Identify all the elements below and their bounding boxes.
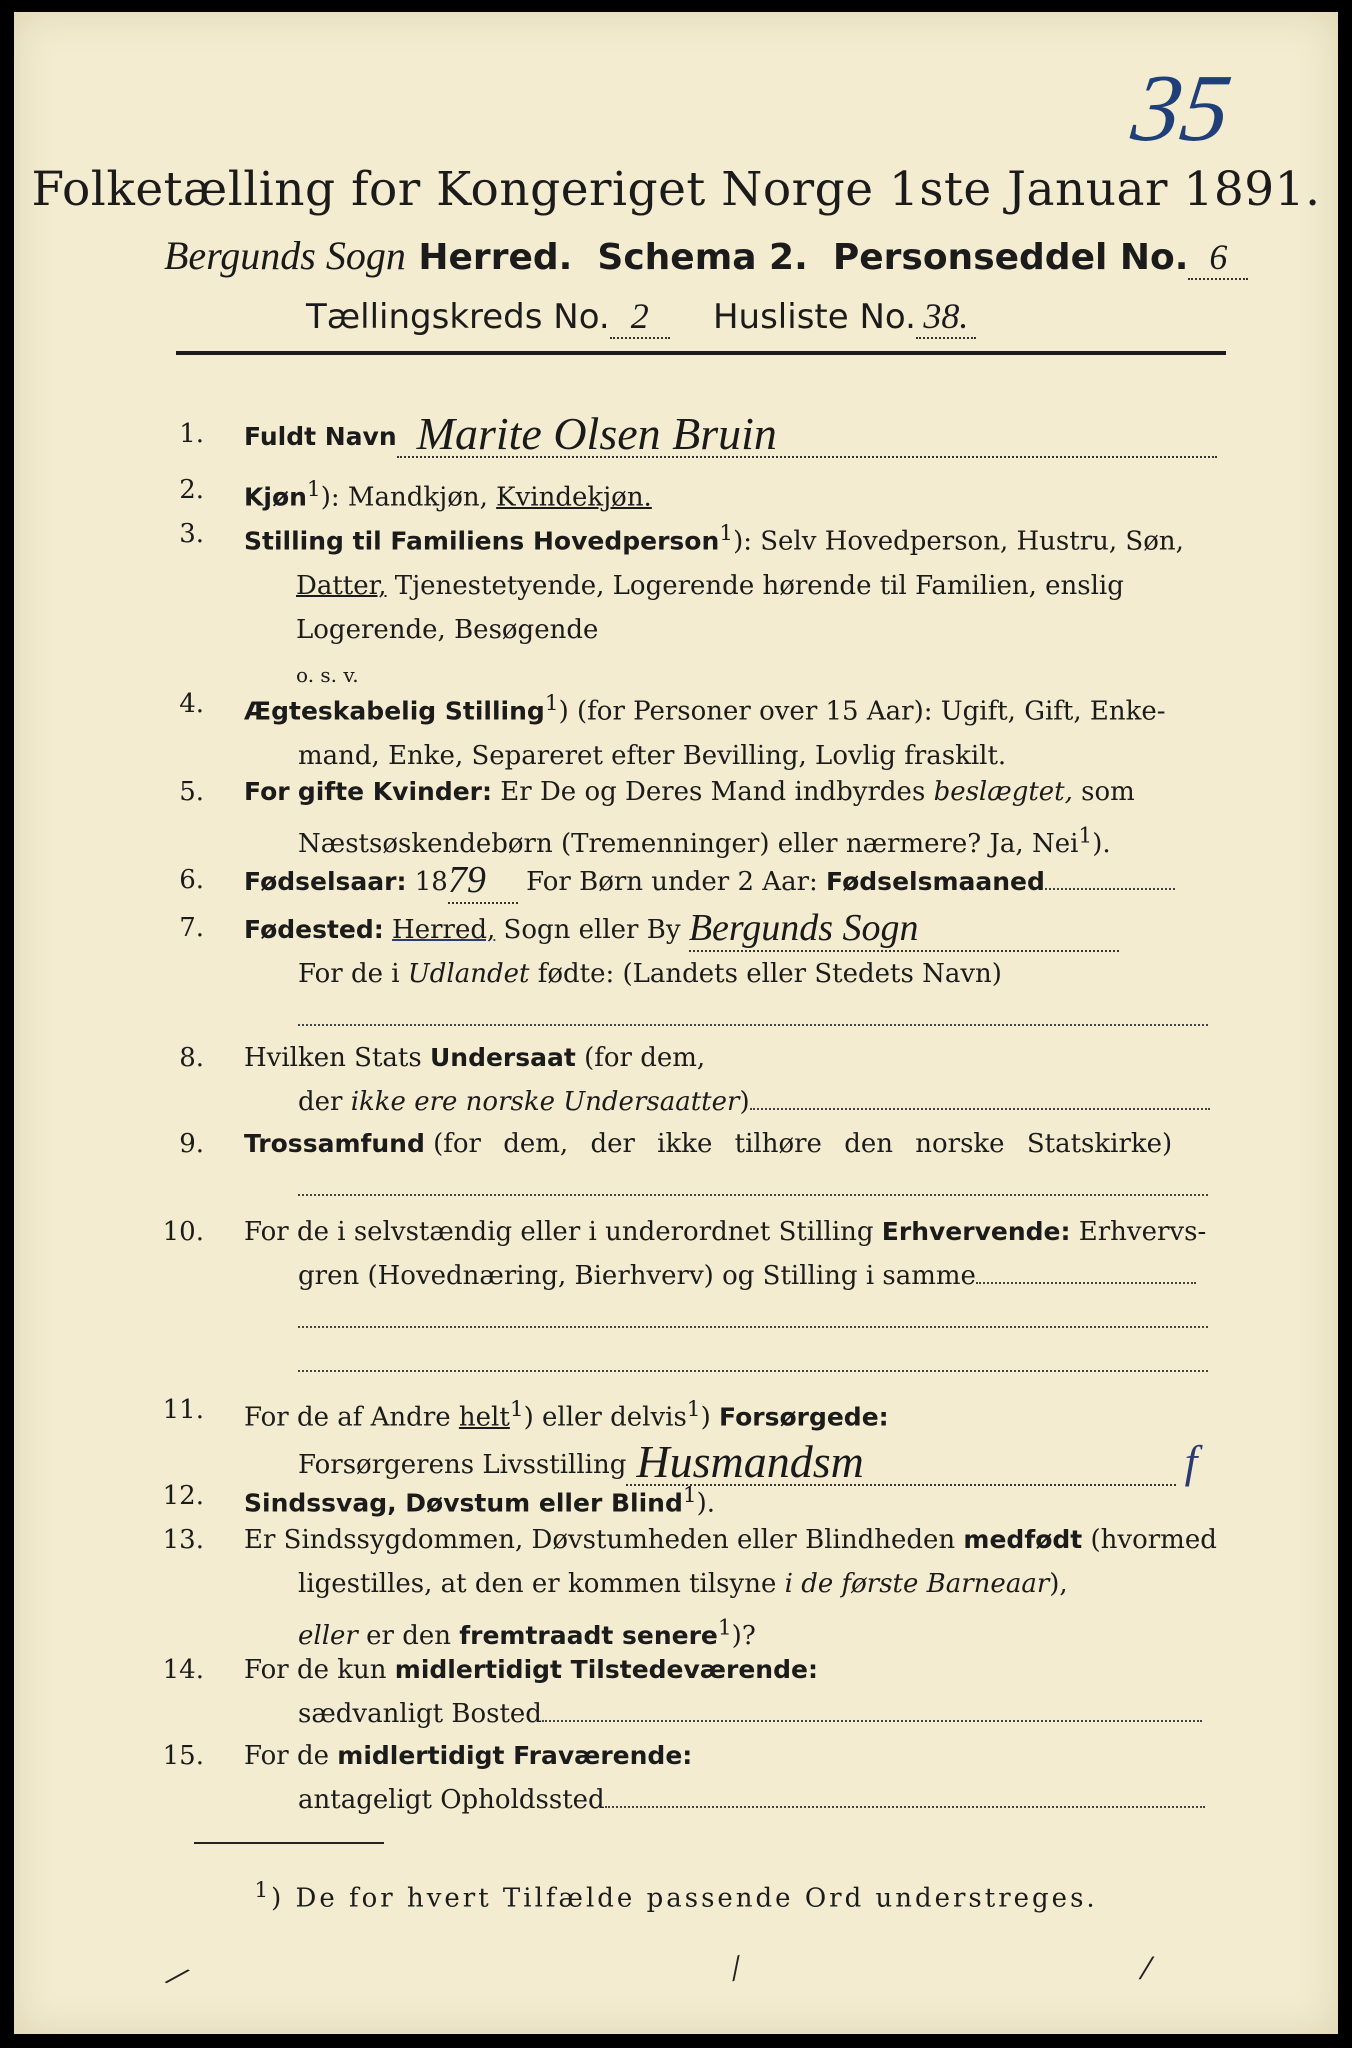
question-label: Stilling til Familiens Hovedperson: [244, 526, 720, 556]
question-number: 6.: [179, 865, 204, 895]
question-number: 11.: [162, 1395, 204, 1425]
question-text: For de: [244, 1741, 329, 1771]
kreds-label: Tællingskreds No.: [306, 297, 610, 337]
support-type-selected: helt: [458, 1402, 510, 1433]
question-text: Næstsøskendebørn (Tremenninger) eller nærmere? Ja, Nei: [298, 828, 1079, 859]
question-text: ikke ere norske Undersaatter: [350, 1087, 740, 1117]
question-text: Hvilken Stats: [244, 1043, 422, 1073]
question-text: antageligt Opholdssted: [298, 1785, 605, 1815]
blank-line: [298, 1004, 1208, 1026]
question-number: 8.: [179, 1043, 204, 1073]
question-text: der: [298, 1087, 343, 1117]
form-subheader-line: [306, 295, 976, 339]
question-text: (hvormed: [1090, 1525, 1217, 1555]
full-name-value: Marite Olsen Bruin: [397, 412, 1217, 458]
footnote-ref: 1: [717, 1615, 732, 1640]
question-text: som: [1081, 777, 1135, 807]
question-text: fødte: (Landets eller Stedets Navn): [537, 959, 1002, 989]
footnote-ref: 1: [509, 1397, 524, 1422]
blank-line: [542, 1700, 1202, 1722]
question-text: Sogn eller By: [503, 915, 681, 945]
question-label: Fuldt Navn: [244, 422, 397, 451]
footnote-ref: 1: [306, 477, 321, 502]
question-label: Trossamfund: [244, 1129, 425, 1158]
question-label: Erhvervende:: [881, 1217, 1071, 1246]
question-label: Fødested:: [244, 915, 384, 944]
herred-label: Herred.: [418, 237, 573, 278]
blank-line: [298, 1306, 1208, 1328]
question-number: 9.: [179, 1129, 204, 1159]
header-rule: [176, 351, 1226, 355]
question-text: Forsørgerens Livsstilling: [298, 1449, 627, 1480]
question-label: Ægteskabelig Stilling: [244, 696, 545, 726]
question-text: Erhvervs-: [1078, 1217, 1207, 1247]
question-number: 2.: [179, 475, 204, 505]
question-text: ): Mandkjøn,: [320, 482, 488, 513]
question-number: 4.: [179, 689, 204, 719]
question-text: ),: [1049, 1569, 1068, 1599]
question-text: Tjenestetyende, Logerende hørende til Familien, enslig: [394, 570, 1124, 601]
question-text: ) eller delvis: [523, 1402, 687, 1433]
question-text: er den: [366, 1620, 451, 1651]
blank-line: [298, 1174, 1208, 1196]
husliste-value: 38.: [916, 295, 976, 339]
question-text: ).: [696, 1488, 716, 1519]
footnote-ref: 1: [686, 1397, 701, 1422]
question-text: ): [739, 1087, 750, 1117]
provider-occupation-value: Husmandsm: [626, 1440, 1176, 1486]
question-text: (for dem,: [584, 1043, 706, 1073]
provider-occupation-suffix: f: [1184, 1435, 1198, 1487]
question-text: beslægtet,: [933, 777, 1073, 807]
question-number: 13.: [162, 1525, 204, 1555]
question-text: ligestilles, at den er kommen tilsyne: [298, 1569, 777, 1599]
birthplace-type-selected: Herred,: [392, 915, 496, 945]
question-text: ) (for Personer over 15 Aar): Ugift, Gift, Enke-: [558, 696, 1166, 727]
question-label: Forsørgede:: [719, 1402, 889, 1432]
family-role-selected: Datter,: [296, 570, 387, 601]
kreds-value: 2: [610, 295, 670, 339]
footnote-text: ) De for hvert Tilfælde passende Ord understreges.: [271, 1883, 1098, 1914]
question-number: 1.: [179, 419, 204, 449]
question-text: For de i: [298, 959, 400, 989]
question-text: For de kun: [244, 1655, 387, 1685]
question-text: gren (Hovednæring, Bierhverv) og Stilling i samme: [298, 1261, 976, 1291]
question-label: Fødselsmaaned: [826, 867, 1045, 896]
question-text: sædvanligt Bosted: [298, 1699, 542, 1729]
pen-mark: ⁄: [728, 1952, 745, 1987]
census-form-page: [14, 12, 1338, 2034]
footnote-ref: 1: [544, 691, 559, 716]
question-text: mand, Enke, Separeret efter Bevilling, Lovlig fraskilt.: [298, 740, 1007, 771]
question-label: fremtraadt senere: [459, 1620, 718, 1650]
schema-label: Schema 2.: [597, 237, 808, 278]
question-label: midlertidigt Fraværende:: [337, 1741, 693, 1770]
blank-line: [1045, 868, 1175, 890]
husliste-label: Husliste No.: [712, 297, 916, 337]
form-header-line: [164, 232, 1248, 280]
footnote-rule: [194, 1842, 384, 1844]
footnote-ref: 1: [682, 1483, 697, 1508]
question-text: For Børn under 2 Aar:: [526, 867, 818, 897]
question-text: Er Sindssygdommen, Døvstumheden eller Blindheden: [244, 1525, 956, 1555]
question-text: ).: [1092, 828, 1111, 859]
gender-selected: Kvindekjøn.: [496, 482, 652, 513]
personseddel-value: 6: [1188, 236, 1248, 280]
birthplace-value: Bergunds Sogn: [689, 906, 1119, 952]
birth-year-prefix: 18: [414, 867, 448, 897]
footnote-ref: 1: [254, 1878, 272, 1903]
question-text: i de første Barneaar: [784, 1569, 1050, 1599]
herred-value: Bergunds Sogn: [164, 233, 406, 278]
question-label: midlertidigt Tilstedeværende:: [394, 1655, 818, 1684]
question-text: For de af Andre: [244, 1402, 451, 1433]
personseddel-label: Personseddel No.: [832, 237, 1189, 278]
question-number: 15.: [162, 1741, 204, 1771]
footnote-ref: 1: [1078, 823, 1093, 848]
blank-line: [976, 1262, 1196, 1284]
blank-line: [750, 1088, 1210, 1110]
question-text: ): Selv Hovedperson, Hustru, Søn,: [733, 526, 1184, 557]
question-text: eller: [298, 1620, 358, 1651]
footnote-ref: 1: [719, 521, 734, 546]
form-title: Folketælling for Kongeriget Norge 1ste Januar 1891.: [31, 162, 1321, 217]
question-text: o. s. v.: [296, 662, 359, 687]
question-number: 5.: [179, 777, 204, 807]
question-label: Sindssvag, Døvstum eller Blind: [244, 1488, 683, 1518]
blank-line: [298, 1350, 1208, 1372]
question-number: 10.: [162, 1217, 204, 1247]
question-label: Fødselsaar:: [244, 867, 407, 896]
question-label: Undersaat: [429, 1043, 576, 1072]
question-text: ): [700, 1402, 711, 1433]
question-text: Logerende, Besøgende: [296, 614, 599, 645]
blank-line: [605, 1786, 1205, 1808]
question-number: 12.: [162, 1481, 204, 1511]
question-label: For: [244, 777, 290, 806]
question-number: 14.: [162, 1655, 204, 1685]
question-number: 3.: [179, 519, 204, 549]
question-text: Er De og Deres Mand indbyrdes: [500, 777, 926, 807]
question-number: 7.: [179, 913, 204, 943]
question-text: Udlandet: [407, 959, 530, 989]
footnote: [14, 1878, 1338, 1914]
pen-mark: ⁄: [1144, 1952, 1150, 1987]
pen-mark: ⁄: [165, 1961, 188, 1994]
question-text: )?: [731, 1620, 756, 1651]
question-text: (for dem, der ikke tilhøre den norske Statskirke): [433, 1129, 1173, 1159]
birth-year-value: 79: [448, 858, 518, 904]
question-label: Kjøn: [244, 482, 307, 512]
archive-page-number: 35: [1126, 54, 1238, 161]
question-label: gifte Kvinder:: [297, 777, 493, 806]
question-text: For de i selvstændig eller i underordnet Stilling: [244, 1217, 874, 1247]
question-label: medfødt: [963, 1525, 1083, 1554]
